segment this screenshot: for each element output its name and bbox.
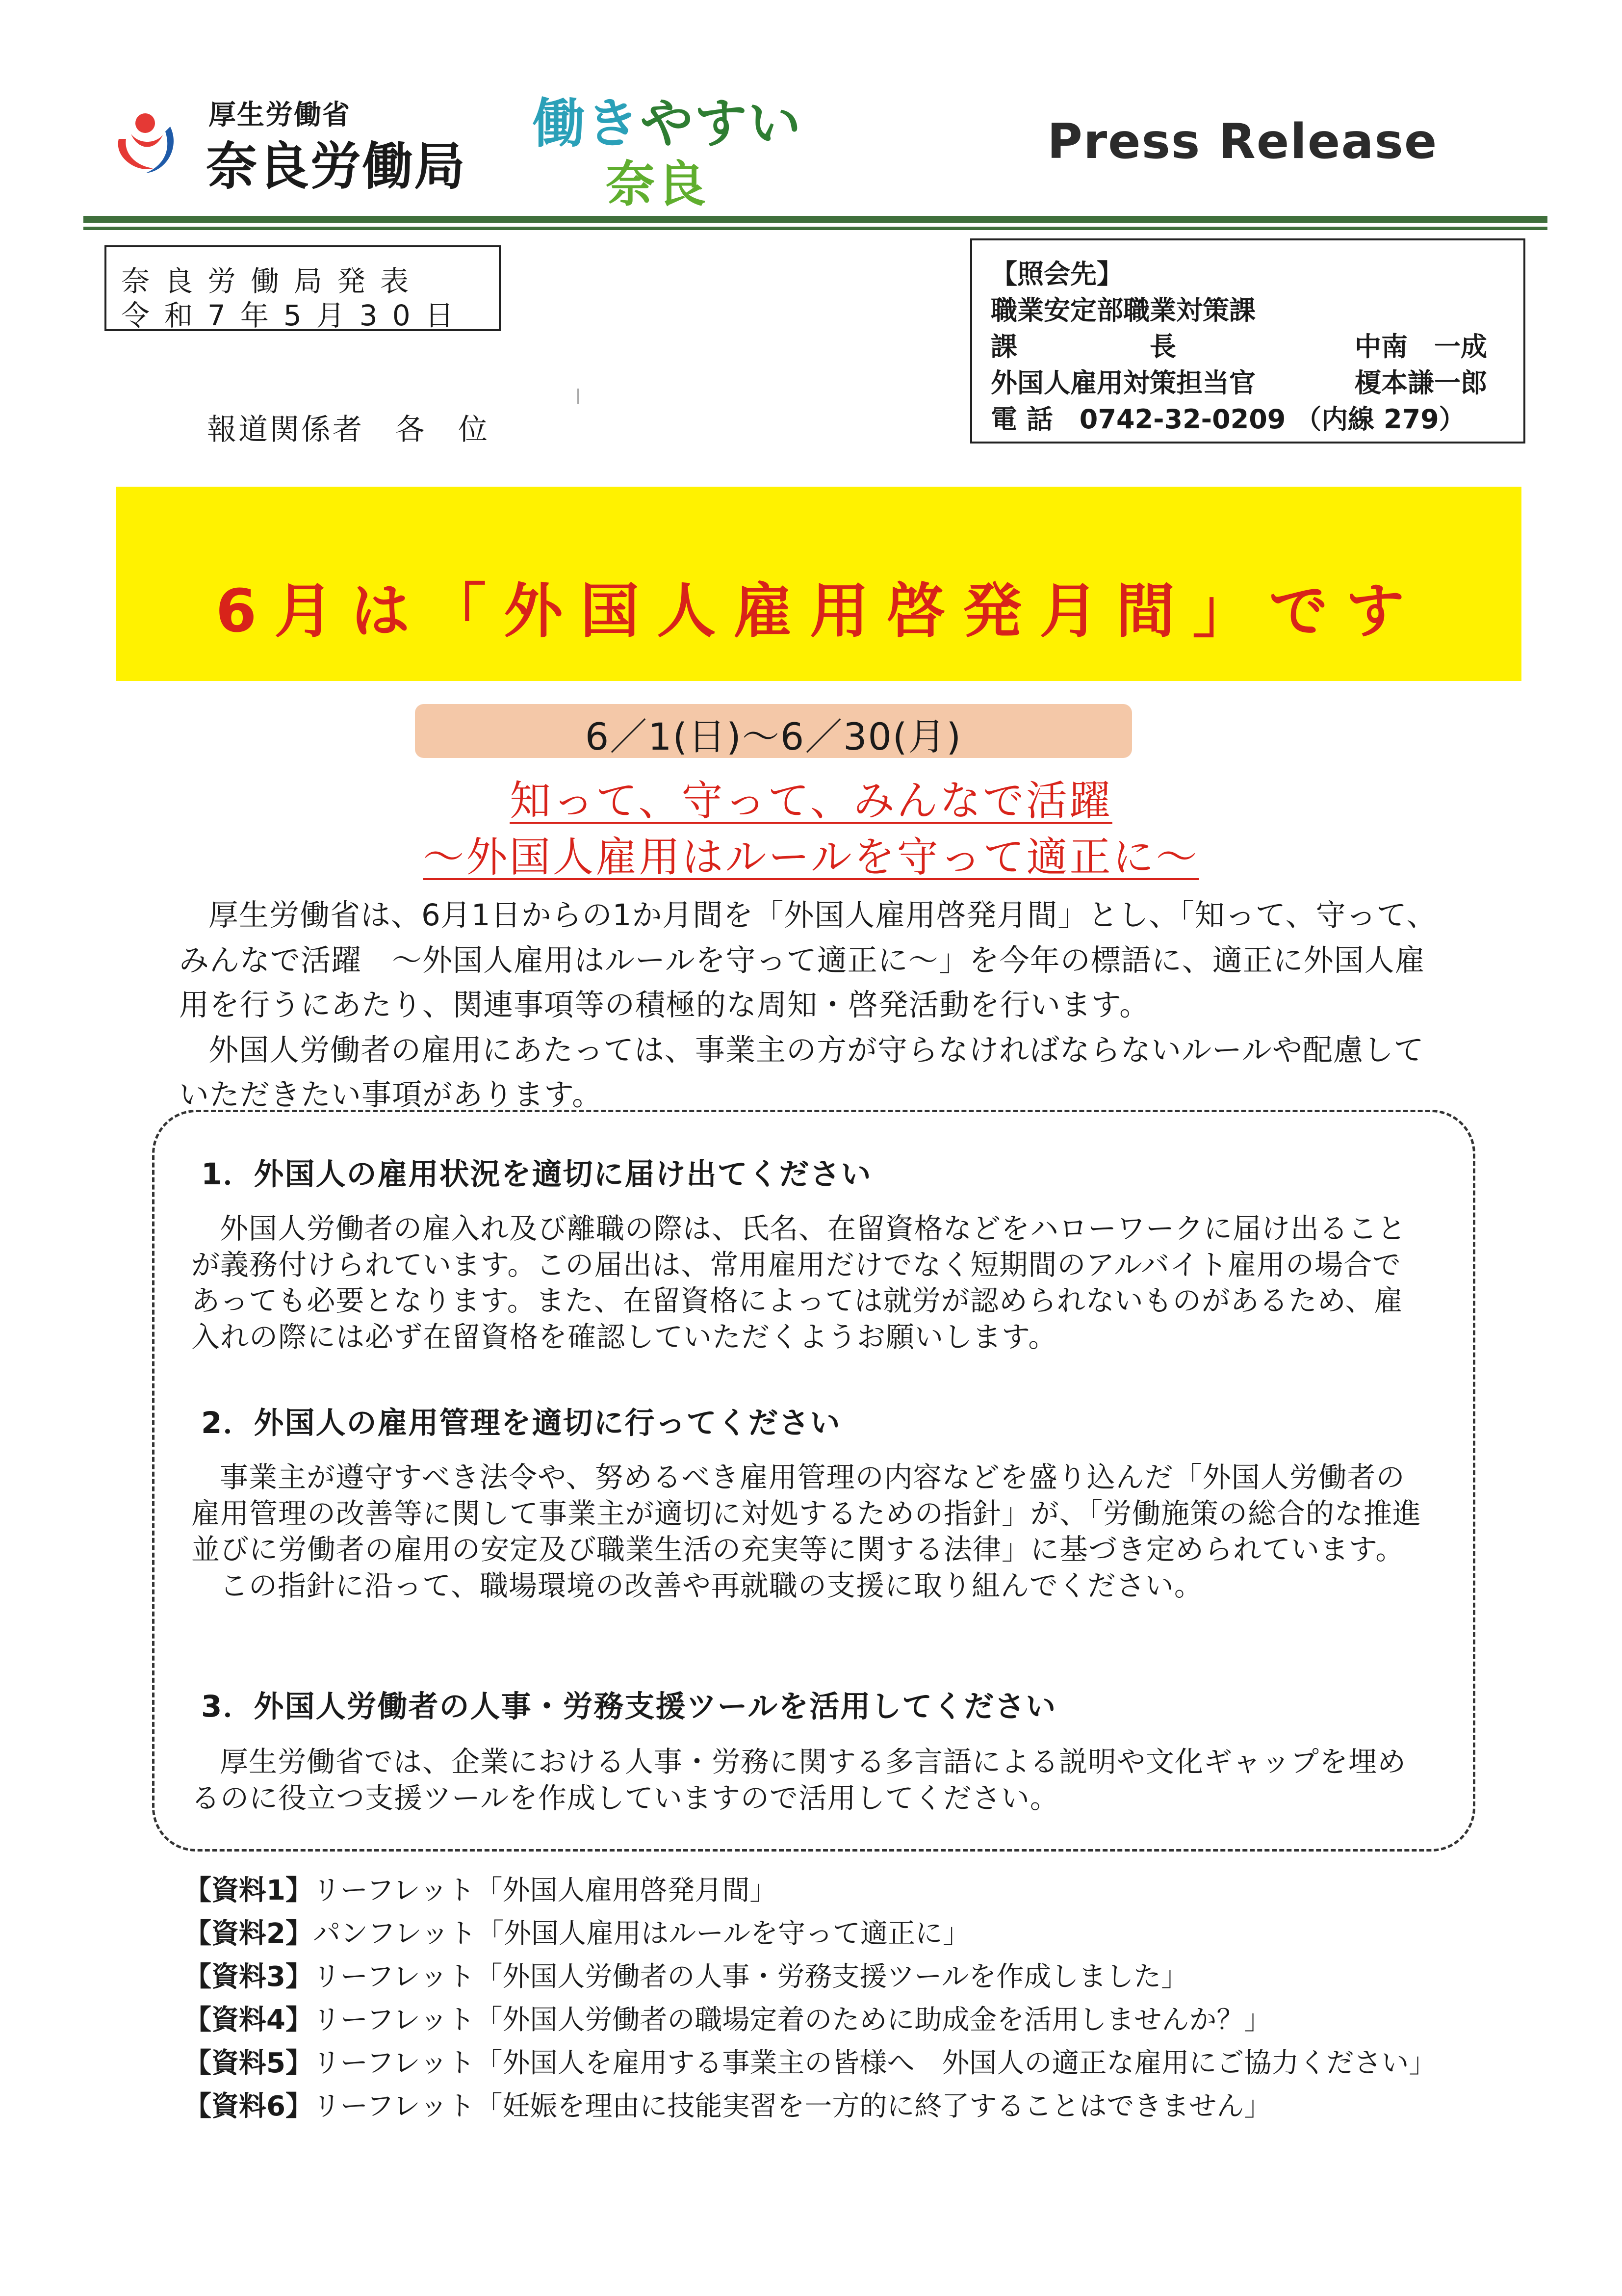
material-text: リーフレット「外国人雇用啓発月間」 [312,1875,777,1906]
contact-officer-name: 榎本謙一郎 [1355,367,1487,398]
section-3-paragraph: 厚生労働省では、企業における人事・労務に関する多言語による説明や文化ギャップを埋めるのに役立つ支援ツールを作成していますので活用してください。 [191,1745,1407,1815]
section-3-heading: 3．外国人労働者の人事・労務支援ツールを活用してください [201,1689,1057,1724]
contact-chief-name: 中南 一成 [1355,331,1487,362]
material-item [184,1999,1436,2042]
contact-officer-row [991,362,1487,400]
motto-line-2: ～外国人雇用はルールを守って適正に～ [423,833,1199,881]
material-item [184,2085,1436,2128]
contact-department: 職業安定部職業対策課 [991,295,1256,326]
material-item [184,1912,1436,1956]
slogan-line-2: 奈良 [606,156,708,213]
material-label: 【資料4】 [184,2004,313,2036]
material-item [184,2042,1436,2085]
section-2-heading: 2．外国人の雇用管理を適切に行ってください [201,1406,841,1440]
section-3-body [191,1744,1427,1816]
release-date-box [104,245,501,331]
section-2-paragraph-2: この指針に沿って、職場環境の改善や再就職の支援に取り組んでください。 [220,1568,1203,1602]
slogan-line-1-first: 働き [532,93,641,155]
section-2-paragraph: 事業主が遵守すべき法令や、努めるべき雇用管理の内容などを盛り込んだ「外国人労働者の雇用管理の改善等に関して事業主が適切に対処するための指針」が、「労働施策の総合的な推進並びに労働者の雇用の安定及び職業生活の充実等に関する法律」に基づき定められています。 [191,1461,1422,1566]
material-item [184,1956,1436,1999]
material-text: パンフレット「外国人雇用はルールを守って適正に」 [312,1918,971,1950]
material-item [184,1869,1436,1912]
materials-list [184,1869,1436,2128]
header-rule-thick [83,216,1547,223]
material-label: 【資料1】 [184,1875,313,1906]
material-label: 【資料3】 [184,1961,313,1993]
contact-heading: 【照会先】 [991,259,1123,289]
intro-text [179,893,1454,1118]
material-text: リーフレット「外国人を雇用する事業主の皆様へ 外国人の適正な雇用にご協力ください」 [312,2047,1437,2079]
material-text: リーフレット「妊娠を理由に技能実習を一方的に終了することはできません」 [312,2090,1272,2122]
section-1-paragraph: 外国人労働者の雇入れ及び離職の際は、氏名、在留資格などをハローワークに届け出ることが義務付けられています。この届出は、常用雇用だけでなく短期間のアルバイト雇用の場合であっても必要となります。また、在留資格によっては就労が認められないものがあるため、雇入れの際には必ず在留資格を確認していただくようお願いします。 [191,1212,1407,1354]
motto-line-1: 知って、守って、みんなで活躍 [510,777,1112,825]
section-2-body [191,1460,1427,1604]
material-label: 【資料2】 [184,1918,313,1950]
material-text: リーフレット「外国人労働者の職場定着のために助成金を活用しませんか？」 [312,2004,1272,2036]
header-rule-thin [83,227,1547,230]
contact-phone: 電 話 0742-32-0209 （内線 279） [991,404,1466,435]
contact-chief-title: 課 長 [991,331,1176,362]
contact-chief-row [991,326,1487,364]
period-text: 6／1(日)～6／30(月) [585,715,962,758]
section-1-body [191,1211,1427,1356]
release-issuer: 奈良労働局発表 [121,264,424,298]
intro-paragraph-1: 厚生労働省は、6月1日からの1か月間を「外国人雇用啓発月間」とし、「知って、守って、みんなで活躍 ～外国人雇用はルールを守って適正に～」を今年の標語に、適正に外国人雇用を行うにあたり、関連事項等の積極的な周知・啓発活動を行います。 [179,898,1437,1022]
ministry-logo-icon [109,104,182,178]
release-date: 令和7年5月30日 [121,299,468,332]
material-label: 【資料6】 [184,2090,313,2122]
press-release-label: Press Release [1047,114,1438,170]
contact-box [970,238,1525,444]
scan-mark [577,389,579,404]
intro-paragraph-2: 外国人労働者の雇用にあたっては、事業主の方が守らなければならないルールや配慮していただきたい事項があります。 [179,1032,1424,1112]
section-1-heading: 1．外国人の雇用状況を適切に届け出てください [201,1157,872,1192]
material-label: 【資料5】 [184,2047,313,2079]
bureau-name: 奈良労働局 [206,136,466,196]
ministry-name: 厚生労働省 [208,99,351,131]
page-title: 6月は「外国人雇用啓発月間」です [215,577,1422,646]
slogan-line-1-rest: やすい [640,93,802,155]
recipients-line: 報道関係者 各 位 [207,413,489,447]
material-text: リーフレット「外国人労働者の人事・労務支援ツールを作成しました」 [312,1961,1189,1993]
contact-officer-title: 外国人雇用対策担当官 [991,367,1256,398]
